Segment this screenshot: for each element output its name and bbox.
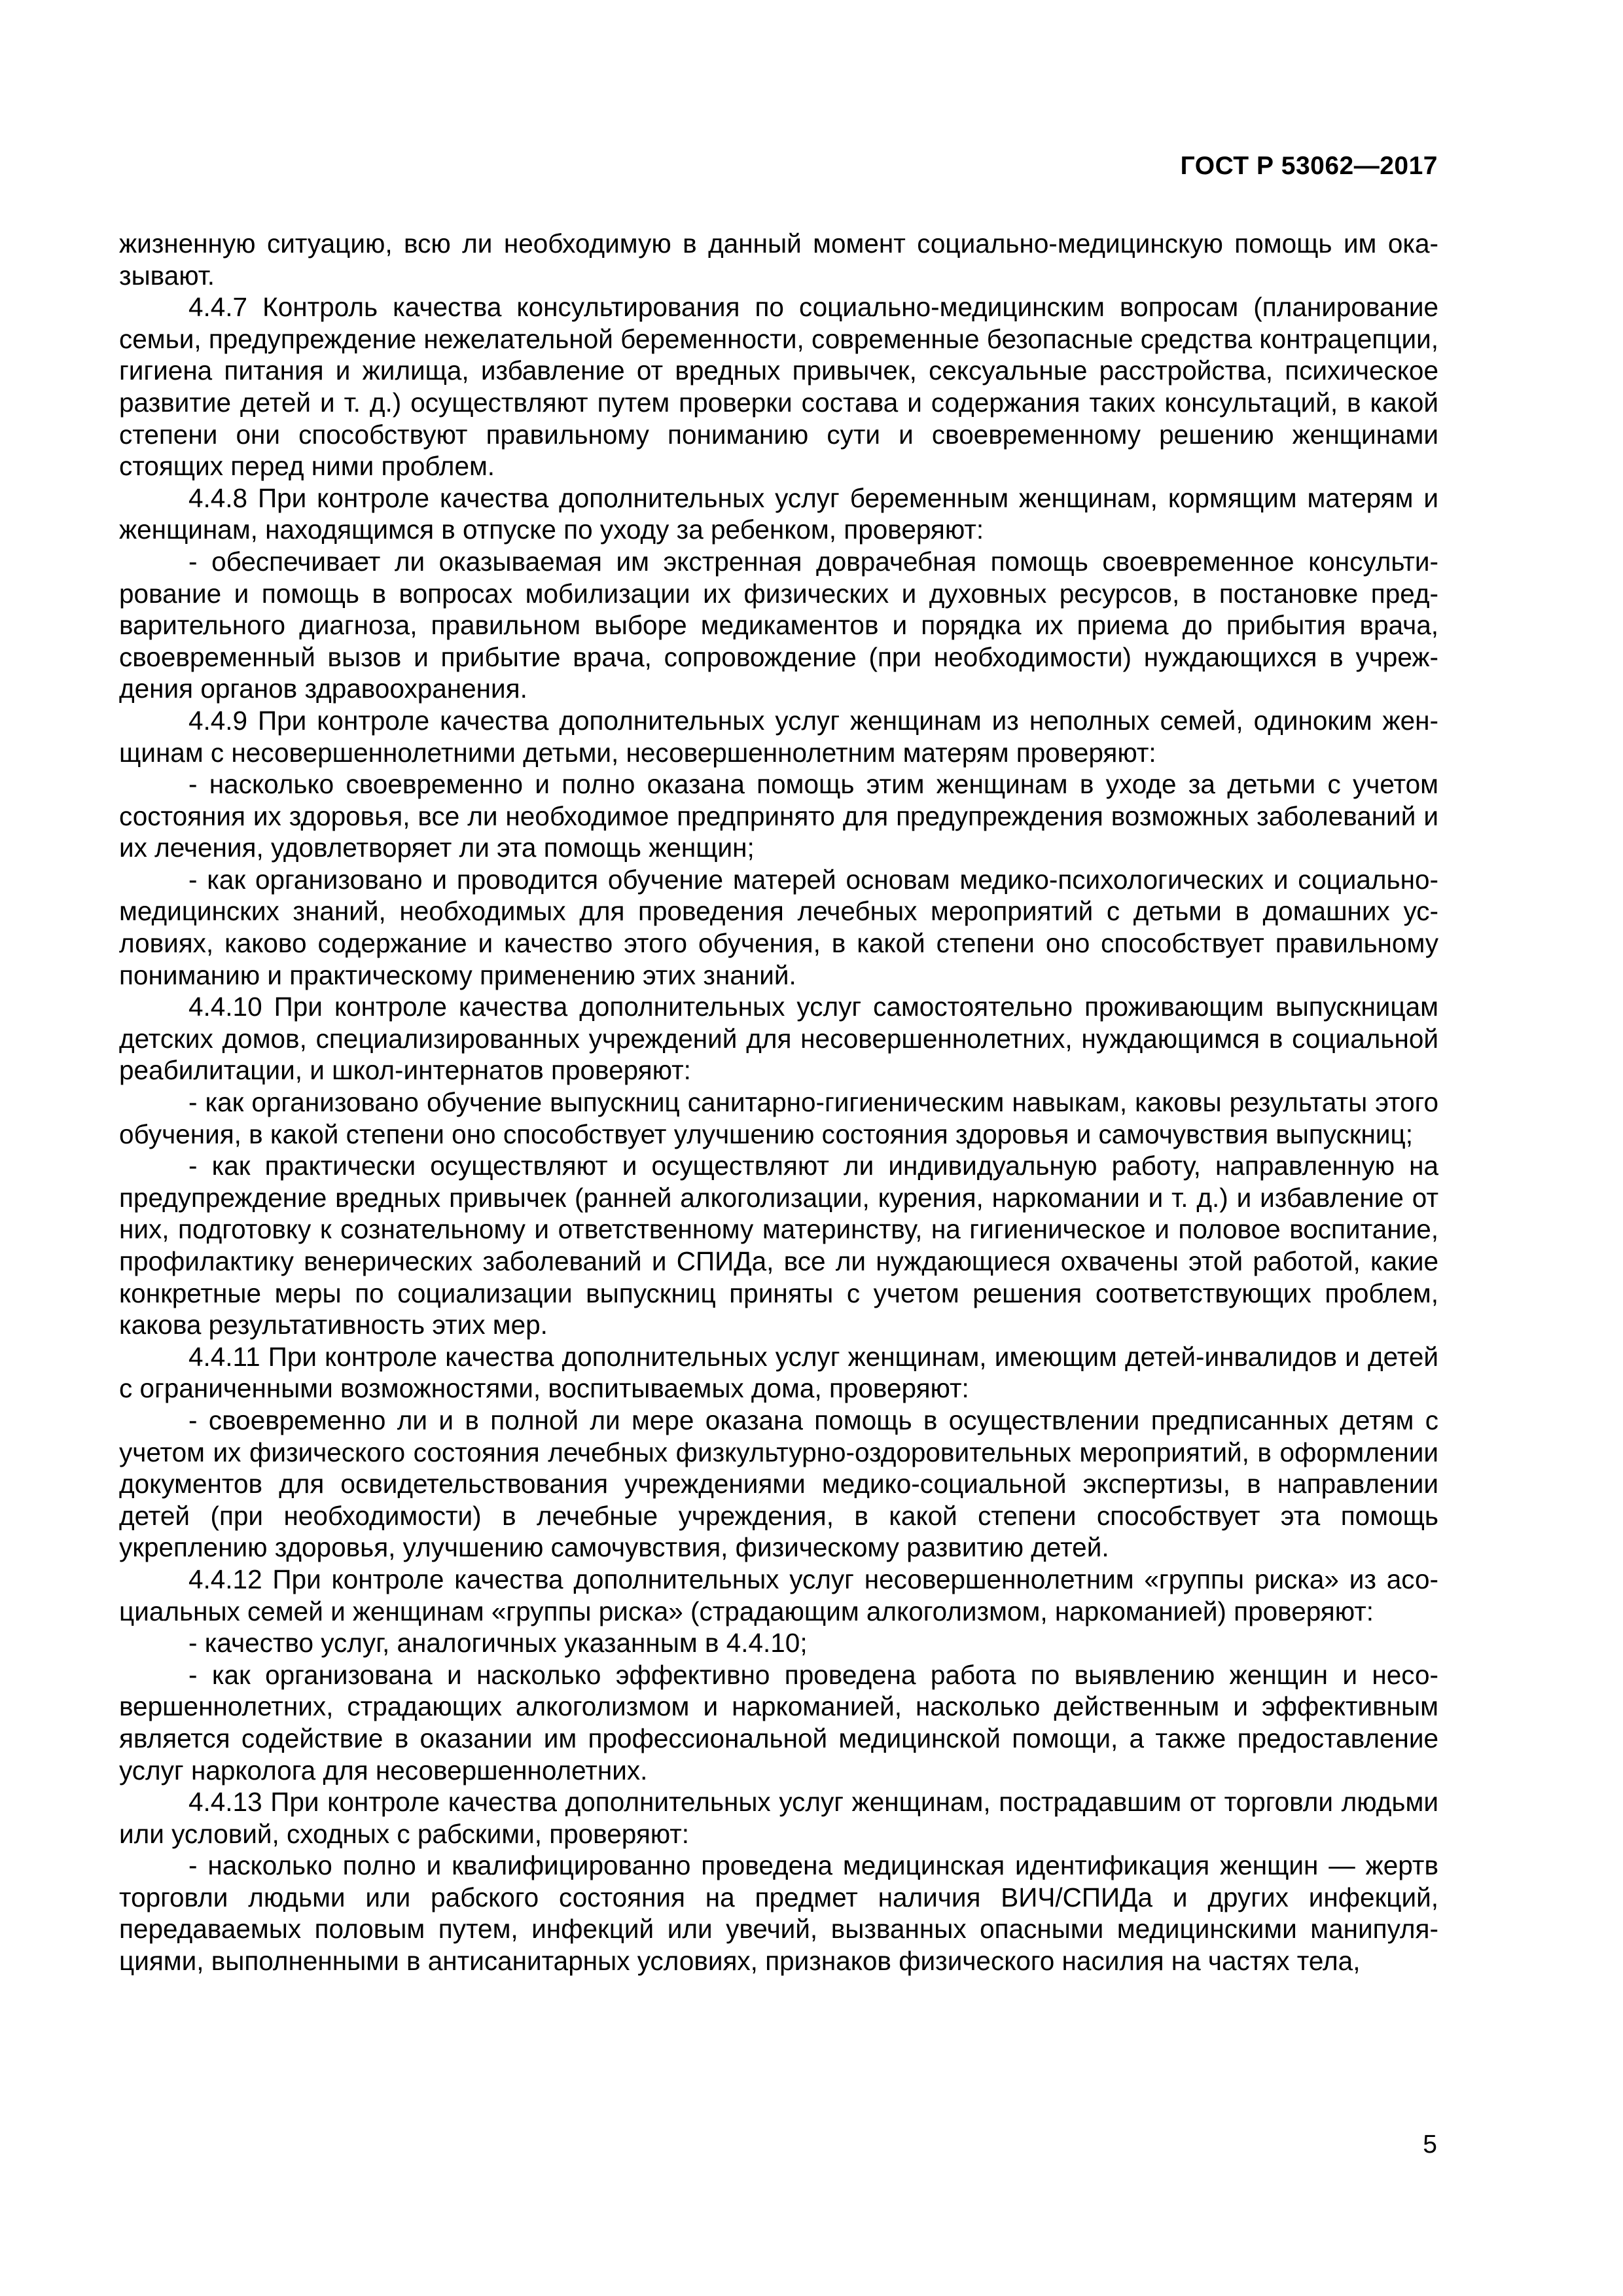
paragraph-4-4-7: 4.4.7 Контроль качества консультирования по социально-медицинским вопросам (планирование семьи, предупреждение нежелательной беременности, современные безопасные средства контрацепции, гигиена питания и жилища, избавление от вредных привычек, сексуальные расстройства, психическое развитие детей и т. д.) осуществляют путем проверки состава и содержания таких консультаций, в какой степени они способствуют правильному пониманию сути и своевременному решению женщинами стоящих перед ними проблем.	[119, 292, 1438, 482]
paragraph-4-4-13: 4.4.13 При контроле качества дополнительных услуг женщинам, пострадавшим от торговли людьми или условий, сходных с рабскими, проверяют:	[119, 1787, 1438, 1849]
list-item: - как организована и насколько эффективно проведена работа по выявлению женщин и несовершеннолетних, страдающих алкоголизмом и наркоманией, насколько действенным и эффективным является содействие в оказании им профессиональной медицинской помощи, а также предоставление услуг нарколога для несовершеннолетних.	[119, 1659, 1438, 1785]
list-item: - как организовано обучение выпускниц санитарно-гигиеническим навыкам, каковы результаты этого обучения, в какой степени оно способствует улучшению состояния здоровья и самочувствия выпускниц;	[119, 1087, 1438, 1149]
list-item: - как практически осуществляют и осуществляют ли индивидуальную работу, направленную на предупреждение вредных привычек (ранней алкоголизации, курения, наркомании и т. д.) и избавление от них, подготовку к сознательному и ответственному материнству, на гигиеническое и половое воспитание, профилактику венерических заболеваний и СПИДа, все ли нуждающиеся охвачены этой работой, какие конкретные меры по социализации выпускниц приняты с учетом решения соответствующих проблем, какова результативность этих мер.	[119, 1151, 1438, 1340]
page-number: 5	[1423, 2130, 1437, 2159]
document-code-header: ГОСТ Р 53062—2017	[1180, 152, 1438, 180]
list-item: - насколько своевременно и полно оказана помощь этим женщинам в уходе за детьми с учетом состояния их здоровья, все ли необходимое предпринято для предупреждения возможных заболеваний и их лечения, удовлетворяет ли эта помощь женщин;	[119, 769, 1438, 863]
paragraph-4-4-10: 4.4.10 При контроле качества дополнительных услуг самостоятельно проживающим выпускницам детских домов, специализированных учреждений для несовершеннолетних, нуждающимся в социальной реабилитации, и школ-интернатов проверяют:	[119, 992, 1438, 1086]
paragraph-4-4-11: 4.4.11 При контроле качества дополнительных услуг женщинам, имеющим детей-инвалидов и детей с ограниченными возможностями, воспитываемых дома, проверяют:	[119, 1341, 1438, 1404]
list-item: - насколько полно и квалифицированно проведена медицинская идентификация женщин — жертв торговли людьми или рабского состояния на предмет наличия ВИЧ/СПИДа и других инфекций, передаваемых половым путем, инфекций или увечий, вызванных опасными медицинскими манипуляциями, выполненными в антисанитарных условиях, признаков физического насилия на частях тела,	[119, 1850, 1438, 1977]
paragraph-4-4-9: 4.4.9 При контроле качества дополнительных услуг женщинам из неполных семей, одиноким женщинам с несовершеннолетними детьми, несовершеннолетним матерям проверяют:	[119, 705, 1438, 768]
paragraph-4-4-8: 4.4.8 При контроле качества дополнительных услуг беременным женщинам, кормящим матерям и женщинам, находящимся в отпуске по уходу за ребенком, проверяют:	[119, 482, 1438, 545]
paragraph-4-4-12: 4.4.12 При контроле качества дополнительных услуг несовершеннолетним «группы риска» из асоциальных семей и женщинам «группы риска» (страдающим алкоголизмом, наркоманией) проверяют:	[119, 1564, 1438, 1626]
paragraph-continuation: жизненную ситуацию, всю ли необходимую в данный момент социально-медицинскую помощь им оказывают.	[119, 228, 1438, 291]
list-item: - как организовано и проводится обучение матерей основам медико-психологических и социально-медицинских знаний, необходимых для проведения лечебных мероприятий с детьми в домашних условиях, каково содержание и качество этого обучения, в какой степени оно способствует правильному пониманию и практическому применению этих знаний.	[119, 864, 1438, 990]
list-item: - своевременно ли и в полной ли мере оказана помощь в осуществлении предписанных детям с учетом их физического состояния лечебных физкультурно-оздоровительных мероприятий, в оформлении документов для освидетельствования учреждениями медико-социальной экспертизы, в направлении детей (при необходимости) в лечебные учреждения, в какой степени способствует эта помощь укреплению здоровья, улучшению самочувствия, физическому развитию детей.	[119, 1405, 1438, 1563]
list-item: - обеспечивает ли оказываемая им экстренная доврачебная помощь своевременное консультирование и помощь в вопросах мобилизации их физических и духовных ресурсов, в постановке предварительного диагноза, правильном выборе медикаментов и порядка их приема до прибытия врача, своевременный вызов и прибытие врача, сопровождение (при необходимости) нуждающихся в учреждения органов здравоохранения.	[119, 546, 1438, 704]
document-body	[119, 228, 1438, 1977]
list-item: - качество услуг, аналогичных указанным в 4.4.10;	[188, 1628, 808, 1659]
